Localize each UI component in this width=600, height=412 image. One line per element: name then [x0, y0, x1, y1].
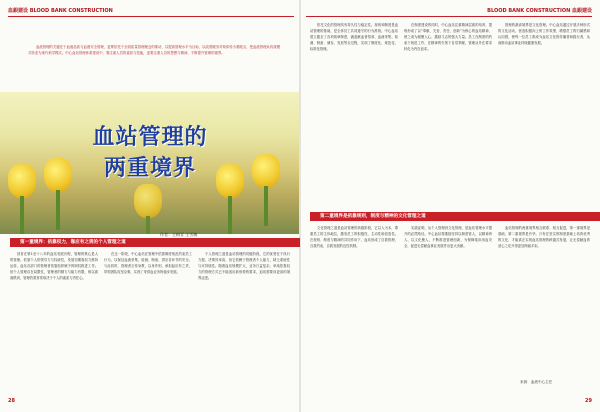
body-column: 个人管理之道是血站管理的初级阶段，它的优势在于执行力强，决策效率高，但它依赖于管理者个人能力，缺乏系统性与可持续性。随着血站规模扩大，业务日益复杂，单纯依靠权力的管理方式已不能适应新形势的要求，迫切需要向更高的境界迈进。 [198, 252, 290, 280]
body-column: 实践证明，从个人管理到文化管理，是血站管理水平提升的必然路径。中心血站将继续坚持以制度管人、以精神育人、以文化聚人，不断推进管理创新，为保障临床用血安全、促进无偿献血事业发展作出更大贡献。 [404, 226, 492, 248]
author-note: 来源：血液中心主任 [520, 380, 553, 384]
body-column: 依托文化的管理具有持久性与稳定性。规则和制度是血站管理的基础，是全体员工共同遵守的行为准则。中心血站建立健全了各项规章制度，涵盖献血者招募、血液采集、检测、制备、储存、发放等全过程，实现了制度化、规范化、标准化管理。 [310, 23, 398, 51]
title-block [88, 120, 212, 181]
spine [299, 0, 301, 412]
section-heading-2: 第二重境界是依靠规则，制度与精神的文化管理之道 [310, 212, 600, 221]
body-column: 在制度建设的同时，中心血站注重精神层面的培育，提炼形成了以“奉献、关爱、责任、创新”为核心的血站精神，使之成为凝聚人心、激励斗志的强大力量。员工在制度的约束下规范工作，在精神的引领下自觉奉献，管理从外在要求转化为内在追求。 [404, 23, 492, 51]
tulip-icon [40, 158, 76, 228]
body-column: 血站管理的两重境界相互联系、相互促进，第一重境界是基础，第二重境界是升华。只有在坚实的制度基础上培育优秀的文化，才能真正实现血站管理的跨越式发展，让无偿献血的爱心之花开得更加绚丽多彩。 [498, 226, 590, 248]
header-rule-left [8, 16, 294, 17]
tulip-icon [212, 164, 248, 234]
running-header-right: BLOOD BANK CONSTRUCTION 血銀建设 [487, 8, 592, 14]
body-column: 文化管理之道是血站管理的高级阶段，它以人为本，尊重员工的主体地位，激发员工的积极性、主动性和创造性。在规则、制度与精神的共同作用下，血站形成了自我管理、自我约束、自我发展的良性机制。 [310, 226, 398, 248]
tulip-icon [130, 184, 166, 234]
page-number-left: 28 [8, 398, 15, 404]
tulip-icon [4, 164, 40, 234]
section-heading-1: 第一重境界：依靠权力，靠应有之责的个人管理之道 [10, 238, 300, 247]
tulip-icon [248, 154, 284, 224]
body-column: 管理的最高境界是文化管理。中心血站通过开展多种形式的文化活动，营造积极向上的工作氛围，增强员工的归属感和认同感，使每一位员工都成为血站文化的传播者和践行者，从而推动血站事业持续健康发展。 [498, 23, 590, 45]
intro-paragraph: 血液管理的关键在于血液品质与血液安全管理，更要依托于全面质量管理理念的推动，以提高管理水平为目标，以改善服务对象体验为着眼点，把血液管理从传统模式转变为现代科学模式。中心血站管理体系建设中，要注重人员的素质与技能，更要注重人员的思想与精神，不断提升管理的境界。 [28, 45, 281, 56]
body-column: 回首在第1至十八年的血站发展历程，管理的核心是人的管理。依靠个人的领导力与权威性，发展初期靠权力维持运转，血站各部门的管理者依靠组织赋予的职权推进工作。但个人管理存在局限性，管理者的精力与能力有限，难以面面俱到，管理效果常常取决于个人的素质与责任心。 [10, 252, 98, 280]
header-rule-right [306, 16, 592, 17]
article-title: 血站管理的两重境界 [92, 124, 208, 181]
running-header-left: 血銀建设 BLOOD BANK CONSTRUCTION [8, 8, 113, 14]
body-column: 在这一阶段，中心血站在管理中依靠制度规范约束员工行为，以保证血液采集、检测、制备、供应各环节的安全。与此同时，管理者言传身教，以身作则，承担起应有之责，带领团队攻坚克难，实现了采供血业务的稳步发展。 [104, 252, 192, 274]
byline: 作者：王梅青 王雪梅 [160, 232, 198, 237]
page-number-right: 29 [585, 398, 592, 404]
